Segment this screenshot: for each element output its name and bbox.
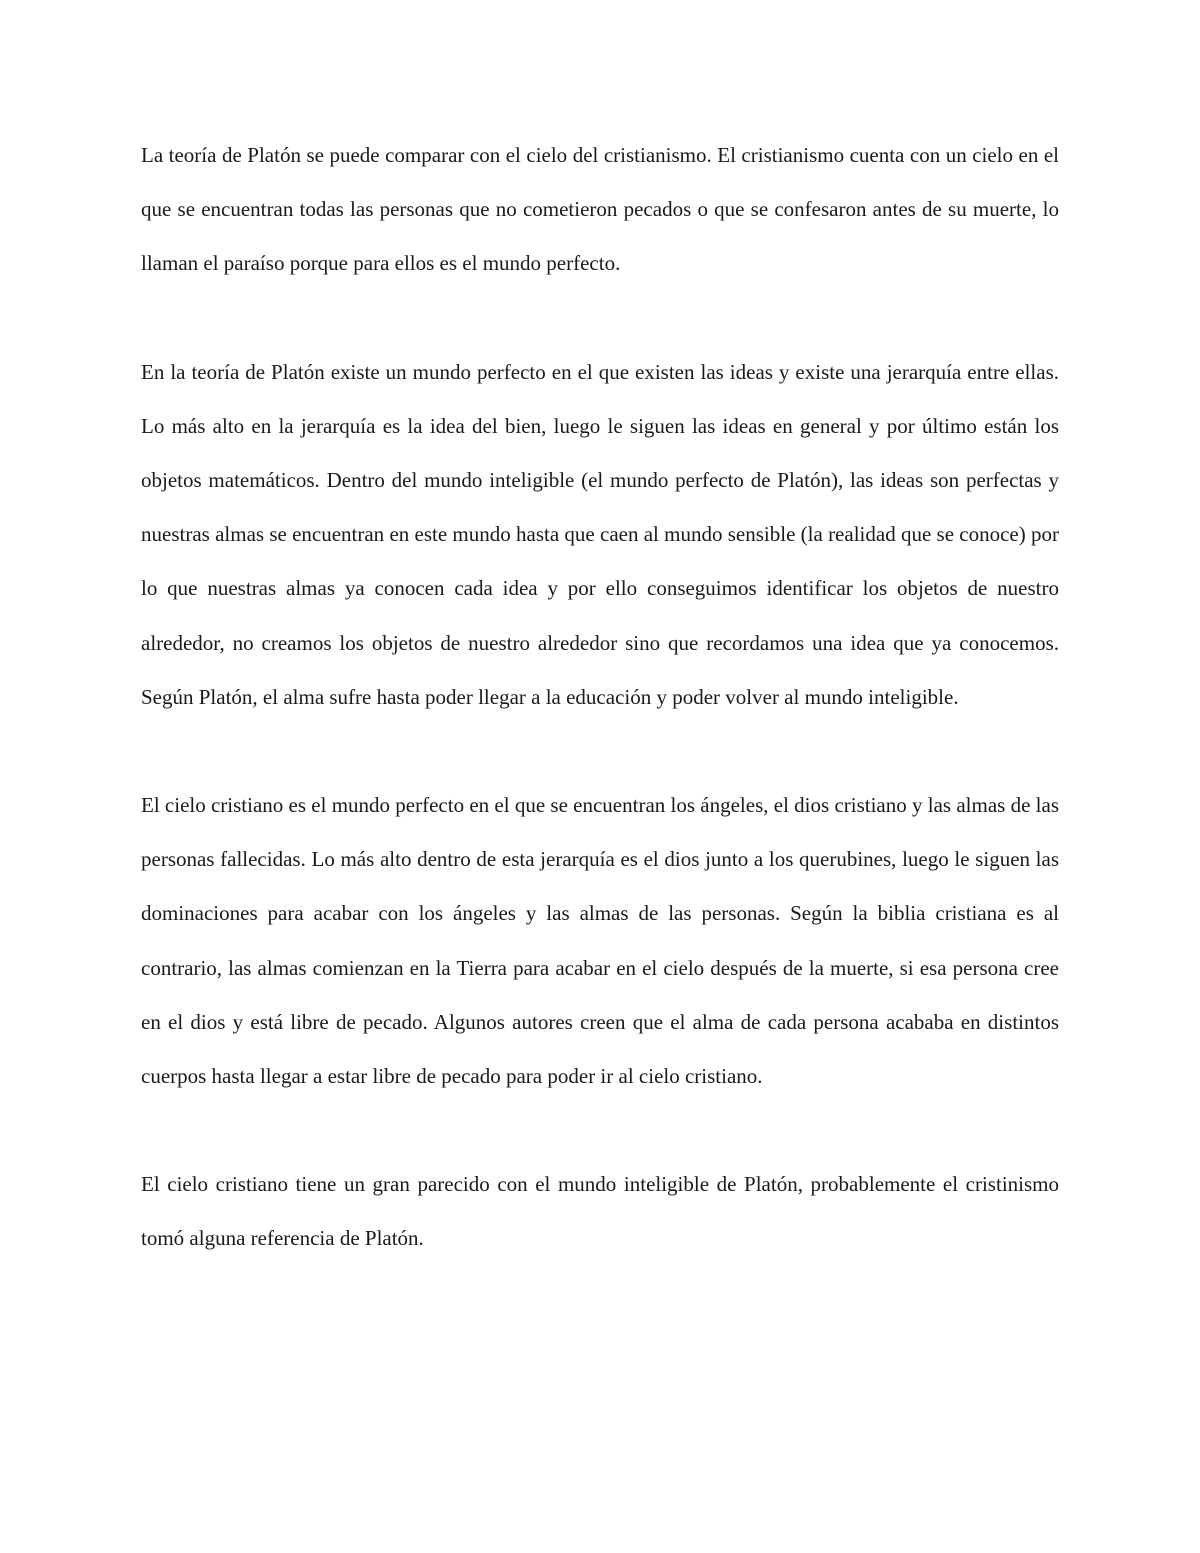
document-body [141,128,1059,1320]
paragraph-2: En la teoría de Platón existe un mundo perfecto en el que existen las ideas y existe una jerarquía entre ellas. Lo más alto en la jerarquía es la idea del bien, luego le siguen las ideas en general y por último están los objetos matemáticos. Dentro del mundo inteligible (el mundo perfecto de Platón), las ideas son perfectas y nuestras almas se encuentran en este mundo hasta que caen al mundo sensible (la realidad que se conoce) por lo que nuestras almas ya conocen cada idea y por ello conseguimos identificar los objetos de nuestro alrededor, no creamos los objetos de nuestro alrededor sino que recordamos una idea que ya conocemos. Según Platón, el alma sufre hasta poder llegar a la educación y poder volver al mundo inteligible. [141,359,1059,709]
paragraph-4: El cielo cristiano tiene un gran parecido con el mundo inteligible de Platón, probablemente el cristinismo tomó alguna referencia de Platón. [141,1172,1059,1251]
paragraph-3: El cielo cristiano es el mundo perfecto en el que se encuentran los ángeles, el dios cristiano y las almas de las personas fallecidas. Lo más alto dentro de esta jerarquía es el dios junto a los querubines, luego le siguen las dominaciones para acabar con los ángeles y las almas de las personas. Según la biblia cristiana es al contrario, las almas comienzan en la Tierra para acabar en el cielo después de la muerte, si esa persona cree en el dios y está libre de pecado. Algunos autores creen que el alma de cada persona acababa en distintos cuerpos hasta llegar a estar libre de pecado para poder ir al cielo cristiano. [141,793,1059,1089]
paragraph-1: La teoría de Platón se puede comparar con el cielo del cristianismo. El cristianismo cuenta con un cielo en el que se encuentran todas las personas que no cometieron pecados o que se confesaron antes de su muerte, lo llaman el paraíso porque para ellos es el mundo perfecto. [141,143,1059,276]
